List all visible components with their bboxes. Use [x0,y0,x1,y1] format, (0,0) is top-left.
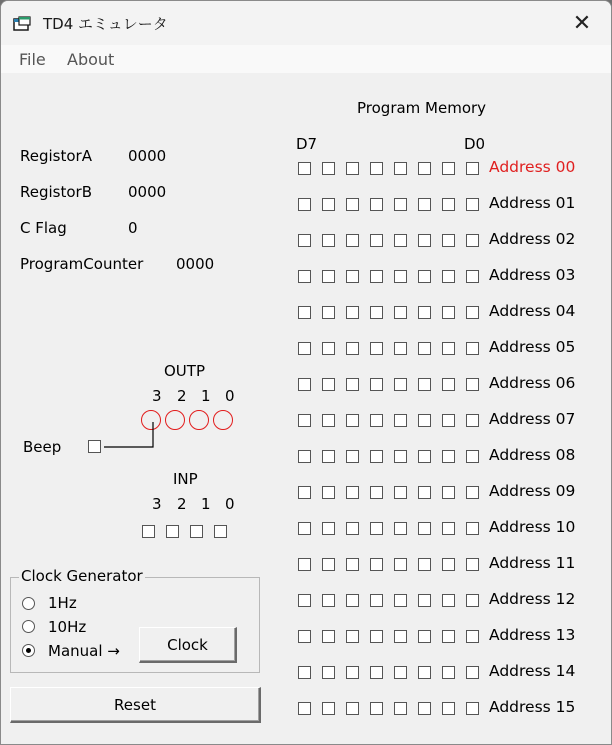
memory-bit-checkbox-d2[interactable] [418,414,431,427]
memory-address-label: Address 04 [489,302,576,320]
inp-bit-label: 2 [177,495,187,513]
memory-address-label: Address 13 [489,626,576,644]
menu-bar [1,45,611,73]
memory-bit-checkbox-d5[interactable] [346,522,359,535]
memory-bit-checkbox-d6[interactable] [322,522,335,535]
memory-bit-checkbox-d2[interactable] [418,702,431,715]
memory-bit-checkbox-d3[interactable] [394,414,407,427]
memory-bit-checkbox-d1[interactable] [442,270,455,283]
memory-bit-checkbox-d0[interactable] [466,702,479,715]
memory-bit-checkbox-d0[interactable] [466,306,479,319]
memory-bit-checkbox-d0[interactable] [466,522,479,535]
memory-bit-checkbox-d1[interactable] [442,630,455,643]
memory-bit-checkbox-d3[interactable] [394,234,407,247]
memory-bit-checkbox-d6[interactable] [322,486,335,499]
memory-bit-checkbox-d4[interactable] [370,414,383,427]
memory-address-label: Address 02 [489,230,576,248]
memory-bit-checkbox-d2[interactable] [418,270,431,283]
memory-bit-checkbox-d4[interactable] [370,702,383,715]
memory-bit-checkbox-d5[interactable] [346,666,359,679]
memory-bit-checkbox-d6[interactable] [322,162,335,175]
memory-bit-checkbox-d1[interactable] [442,198,455,211]
memory-bit-checkbox-d5[interactable] [346,450,359,463]
inp-bit-label: 1 [201,495,211,513]
memory-bit-checkbox-d6[interactable] [322,234,335,247]
memory-bit-checkbox-d7[interactable] [298,378,311,391]
radio-10hz-label[interactable]: 10Hz [48,618,87,636]
memory-lsb-label: D0 [464,135,486,153]
radio-manual[interactable] [22,644,35,657]
memory-bit-checkbox-d5[interactable] [346,198,359,211]
memory-bit-checkbox-d2[interactable] [418,486,431,499]
memory-bit-checkbox-d3[interactable] [394,270,407,283]
memory-bit-checkbox-d3[interactable] [394,558,407,571]
beep-label: Beep [23,438,62,456]
memory-bit-checkbox-d6[interactable] [322,270,335,283]
memory-bit-checkbox-d7[interactable] [298,486,311,499]
memory-bit-checkbox-d0[interactable] [466,342,479,355]
memory-bit-checkbox-d2[interactable] [418,198,431,211]
memory-address-label: Address 12 [489,590,576,608]
memory-bit-checkbox-d0[interactable] [466,270,479,283]
memory-address-label: Address 05 [489,338,576,356]
memory-bit-checkbox-d4[interactable] [370,486,383,499]
outp-bit-label: 0 [225,387,235,405]
program-counter-label: ProgramCounter [20,255,144,273]
title-bar[interactable] [1,1,611,45]
memory-address-label: Address 03 [489,266,576,284]
memory-bit-checkbox-d0[interactable] [466,234,479,247]
memory-bit-checkbox-d0[interactable] [466,414,479,427]
memory-msb-label: D7 [296,135,318,153]
inp-bit-label: 3 [152,495,162,513]
memory-bit-checkbox-d2[interactable] [418,378,431,391]
memory-bit-checkbox-d1[interactable] [442,486,455,499]
memory-bit-checkbox-d7[interactable] [298,234,311,247]
memory-bit-checkbox-d0[interactable] [466,198,479,211]
memory-bit-checkbox-d5[interactable] [346,594,359,607]
memory-bit-checkbox-d1[interactable] [442,594,455,607]
memory-bit-checkbox-d2[interactable] [418,342,431,355]
memory-bit-checkbox-d6[interactable] [322,198,335,211]
memory-bit-checkbox-d1[interactable] [442,414,455,427]
memory-bit-checkbox-d5[interactable] [346,270,359,283]
memory-bit-checkbox-d1[interactable] [442,342,455,355]
memory-bit-checkbox-d4[interactable] [370,522,383,535]
memory-bit-checkbox-d3[interactable] [394,198,407,211]
outp-bit-label: 1 [201,387,211,405]
outp-bit-label: 3 [152,387,162,405]
memory-bit-checkbox-d4[interactable] [370,342,383,355]
memory-bit-checkbox-d7[interactable] [298,342,311,355]
radio-1hz-label[interactable]: 1Hz [48,594,77,612]
inp-checkbox-1[interactable] [190,525,203,538]
beep-checkbox[interactable] [88,440,101,453]
memory-bit-checkbox-d5[interactable] [346,630,359,643]
memory-bit-checkbox-d4[interactable] [370,162,383,175]
memory-bit-checkbox-d0[interactable] [466,378,479,391]
register-b-value: 0000 [128,183,167,201]
memory-address-label: Address 08 [489,446,576,464]
memory-bit-checkbox-d1[interactable] [442,702,455,715]
memory-bit-checkbox-d2[interactable] [418,594,431,607]
memory-bit-checkbox-d2[interactable] [418,630,431,643]
memory-bit-checkbox-d2[interactable] [418,306,431,319]
memory-bit-checkbox-d2[interactable] [418,450,431,463]
memory-bit-checkbox-d3[interactable] [394,162,407,175]
memory-bit-checkbox-d4[interactable] [370,558,383,571]
memory-bit-checkbox-d3[interactable] [394,486,407,499]
memory-bit-checkbox-d5[interactable] [346,486,359,499]
memory-bit-checkbox-d5[interactable] [346,702,359,715]
memory-bit-checkbox-d1[interactable] [442,378,455,391]
memory-address-label: Address 11 [489,554,576,572]
inp-checkbox-0[interactable] [214,525,227,538]
memory-bit-checkbox-d6[interactable] [322,666,335,679]
memory-address-label: Address 07 [489,410,576,428]
carry-flag-value: 0 [128,219,138,237]
memory-address-label: Address 14 [489,662,576,680]
memory-bit-checkbox-d6[interactable] [322,594,335,607]
memory-bit-checkbox-d0[interactable] [466,594,479,607]
inp-checkbox-3[interactable] [142,525,155,538]
outp-led-0 [213,410,233,430]
memory-bit-checkbox-d3[interactable] [394,306,407,319]
memory-bit-checkbox-d6[interactable] [322,558,335,571]
register-a-value: 0000 [128,147,167,165]
memory-bit-checkbox-d7[interactable] [298,414,311,427]
memory-bit-checkbox-d6[interactable] [322,702,335,715]
radio-1hz[interactable] [22,597,35,610]
beep-connector-line [101,421,161,451]
memory-bit-checkbox-d6[interactable] [322,342,335,355]
memory-bit-checkbox-d7[interactable] [298,630,311,643]
memory-bit-checkbox-d1[interactable] [442,234,455,247]
memory-bit-checkbox-d1[interactable] [442,162,455,175]
program-memory-title: Program Memory [357,99,487,117]
memory-address-label: Address 10 [489,518,576,536]
carry-flag-label: C Flag [20,219,67,237]
memory-bit-checkbox-d4[interactable] [370,594,383,607]
app-window-icon [13,16,31,32]
memory-bit-checkbox-d3[interactable] [394,630,407,643]
memory-bit-checkbox-d4[interactable] [370,378,383,391]
radio-manual-label[interactable]: Manual → [48,642,120,660]
inp-bit-label: 0 [225,495,235,513]
menu-about[interactable]: About [67,50,115,69]
inp-title: INP [173,470,198,488]
memory-bit-checkbox-d3[interactable] [394,594,407,607]
memory-bit-checkbox-d7[interactable] [298,450,311,463]
memory-bit-checkbox-d4[interactable] [370,630,383,643]
memory-bit-checkbox-d7[interactable] [298,306,311,319]
reset-button[interactable]: Reset [10,687,261,723]
memory-bit-checkbox-d1[interactable] [442,306,455,319]
memory-bit-checkbox-d7[interactable] [298,702,311,715]
memory-bit-checkbox-d5[interactable] [346,162,359,175]
memory-bit-checkbox-d5[interactable] [346,378,359,391]
memory-bit-checkbox-d1[interactable] [442,522,455,535]
outp-bit-label: 2 [177,387,187,405]
memory-bit-checkbox-d7[interactable] [298,522,311,535]
outp-led-1 [189,410,209,430]
memory-bit-checkbox-d3[interactable] [394,450,407,463]
clock-generator-title: Clock Generator [21,567,143,585]
memory-bit-checkbox-d4[interactable] [370,270,383,283]
outp-led-2 [165,410,185,430]
window-title: TD4 エミュレータ [43,15,168,33]
memory-bit-checkbox-d7[interactable] [298,594,311,607]
close-icon[interactable]: ✕ [572,11,592,36]
memory-bit-checkbox-d4[interactable] [370,666,383,679]
register-a-label: RegistorA [20,147,92,165]
memory-bit-checkbox-d1[interactable] [442,450,455,463]
memory-bit-checkbox-d7[interactable] [298,558,311,571]
memory-bit-checkbox-d5[interactable] [346,558,359,571]
memory-bit-checkbox-d0[interactable] [466,162,479,175]
memory-bit-checkbox-d3[interactable] [394,522,407,535]
memory-bit-checkbox-d7[interactable] [298,198,311,211]
memory-bit-checkbox-d5[interactable] [346,306,359,319]
memory-bit-checkbox-d3[interactable] [394,702,407,715]
memory-bit-checkbox-d3[interactable] [394,378,407,391]
memory-bit-checkbox-d2[interactable] [418,162,431,175]
memory-bit-checkbox-d6[interactable] [322,306,335,319]
memory-bit-checkbox-d4[interactable] [370,234,383,247]
memory-bit-checkbox-d5[interactable] [346,342,359,355]
memory-bit-checkbox-d2[interactable] [418,558,431,571]
memory-address-label: Address 09 [489,482,576,500]
memory-address-label: Address 01 [489,194,576,212]
radio-10hz[interactable] [22,620,35,633]
memory-bit-checkbox-d7[interactable] [298,162,311,175]
memory-bit-checkbox-d0[interactable] [466,486,479,499]
memory-address-label: Address 06 [489,374,576,392]
memory-bit-checkbox-d0[interactable] [466,450,479,463]
memory-bit-checkbox-d4[interactable] [370,450,383,463]
memory-bit-checkbox-d6[interactable] [322,414,335,427]
memory-address-label: Address 15 [489,698,576,716]
register-b-label: RegistorB [20,183,92,201]
memory-bit-checkbox-d1[interactable] [442,666,455,679]
memory-bit-checkbox-d4[interactable] [370,306,383,319]
memory-bit-checkbox-d6[interactable] [322,630,335,643]
memory-bit-checkbox-d0[interactable] [466,558,479,571]
memory-bit-checkbox-d0[interactable] [466,666,479,679]
inp-checkbox-2[interactable] [166,525,179,538]
memory-bit-checkbox-d6[interactable] [322,378,335,391]
outp-title: OUTP [164,362,205,380]
memory-address-label: Address 00 [489,158,576,176]
memory-bit-checkbox-d5[interactable] [346,234,359,247]
memory-bit-checkbox-d3[interactable] [394,666,407,679]
memory-bit-checkbox-d2[interactable] [418,666,431,679]
menu-file[interactable]: File [19,50,46,69]
memory-bit-checkbox-d2[interactable] [418,522,431,535]
memory-bit-checkbox-d0[interactable] [466,630,479,643]
memory-bit-checkbox-d3[interactable] [394,342,407,355]
memory-bit-checkbox-d6[interactable] [322,450,335,463]
memory-bit-checkbox-d7[interactable] [298,270,311,283]
memory-bit-checkbox-d1[interactable] [442,558,455,571]
memory-bit-checkbox-d7[interactable] [298,666,311,679]
memory-bit-checkbox-d2[interactable] [418,234,431,247]
memory-bit-checkbox-d5[interactable] [346,414,359,427]
memory-bit-checkbox-d4[interactable] [370,198,383,211]
program-counter-value: 0000 [176,255,215,273]
clock-button[interactable]: Clock [139,627,237,663]
